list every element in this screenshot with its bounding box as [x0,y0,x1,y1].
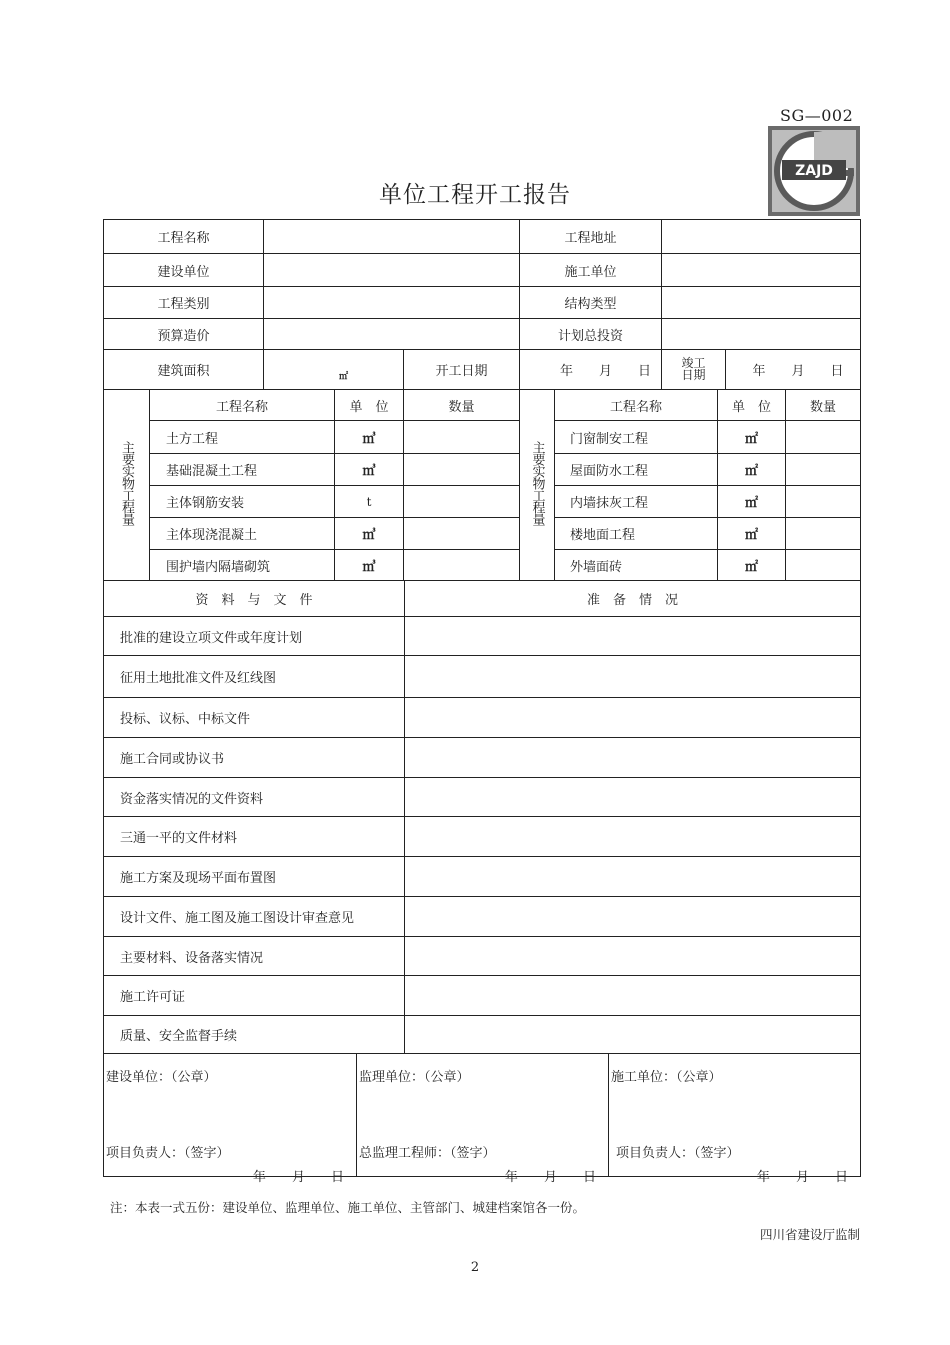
supervisor-signature-cell[interactable] [357,1054,609,1185]
document-item: 施工方案及现场平面布置图 [104,857,405,897]
left-item-unit: t [335,486,404,518]
budget-label: 预算造价 [104,319,264,350]
left-item-qty-field[interactable] [404,454,520,486]
document-item: 资金落实情况的文件资料 [104,778,405,817]
structure-type-label: 结构类型 [520,287,662,319]
left-item-qty-field[interactable] [404,518,520,550]
contractor-label: 施工单位 [520,254,662,287]
document-item: 施工合同或协议书 [104,738,405,778]
project-type-label: 工程类别 [104,287,264,319]
right-item-qty-field[interactable] [786,518,861,550]
document-status-field[interactable] [405,1016,861,1054]
footer-note: 注：本表一式五份：建设单位、监理单位、施工单位、主管部门、城建档案馆各一份。 [110,1200,586,1215]
form-title: 单位工程开工报告 [379,182,571,208]
right-item-unit: ㎡ [718,550,786,581]
left-item-unit: ㎥ [335,421,404,454]
right-item-name: 门窗制安工程 [555,421,718,454]
col-unit-left: 单 位 [335,390,404,421]
status-column-header: 准 备 情 况 [405,581,861,617]
right-item-name: 屋面防水工程 [555,454,718,486]
builder-field[interactable] [264,254,520,287]
document-item: 三通一平的文件材料 [104,817,405,857]
col-qty-left: 数量 [404,390,520,421]
left-item-unit: ㎥ [335,518,404,550]
document-status-field[interactable] [405,698,861,738]
builder-signature-cell[interactable] [104,1054,357,1185]
document-status-field[interactable] [405,738,861,778]
document-status-field[interactable] [405,656,861,698]
right-item-name: 外墙面砖 [555,550,718,581]
quantities-table [103,389,861,581]
total-investment-label: 计划总投资 [520,319,662,350]
start-day: 日 [638,364,652,379]
area-field[interactable] [264,350,404,390]
quantities-side-label-right: 主要实物工程量 [520,390,555,581]
col-qty-right: 数量 [786,390,861,421]
contractor-sign-date: 年 月 日 [756,1170,848,1185]
builder-label: 建设单位 [104,254,264,287]
end-date-field[interactable] [726,350,861,390]
contractor-seal-label: 施工单位：（公章） [611,1070,722,1085]
document-item: 施工许可证 [104,976,405,1016]
project-address-label: 工程地址 [520,220,662,254]
left-item-unit: ㎥ [335,454,404,486]
total-investment-field[interactable] [662,319,861,350]
supervisor-person-label: 总监理工程师：（签字） [359,1146,496,1161]
supervisor-sign-date: 年 月 日 [504,1170,596,1185]
project-name-label: 工程名称 [104,220,264,254]
start-date-label: 开工日期 [404,350,520,390]
contractor-field[interactable] [662,254,861,287]
col-name-left: 工程名称 [150,390,335,421]
builder-seal-label: 建设单位：（公章） [106,1070,217,1085]
start-year: 年 [559,364,573,379]
start-date-field[interactable] [520,350,662,390]
left-item-qty-field[interactable] [404,550,520,581]
left-item-name: 主体现浇混凝土 [150,518,335,550]
left-item-qty-field[interactable] [404,486,520,518]
signature-table [103,1053,861,1185]
supervisor-seal-label: 监理单位：（公章） [359,1070,470,1085]
docs-column-header: 资 料 与 文 件 [104,581,405,617]
document-item: 批准的建设立项文件或年度计划 [104,617,405,656]
left-item-name: 围护墙内隔墙砌筑 [150,550,335,581]
logo-text: ZAJD [795,163,833,179]
builder-sign-date: 年 月 日 [252,1170,344,1185]
document-status-field[interactable] [405,617,861,656]
document-status-field[interactable] [405,778,861,817]
right-item-qty-field[interactable] [786,486,861,518]
document-status-field[interactable] [405,817,861,857]
page-number: 2 [470,1260,480,1275]
left-item-name: 主体钢筋安装 [150,486,335,518]
left-item-name: 土方工程 [150,421,335,454]
structure-type-field[interactable] [662,287,861,319]
quantities-side-label-left: 主要实物工程量 [104,390,150,581]
end-month: 月 [791,364,805,379]
project-name-field[interactable] [264,220,520,254]
issuer-label: 四川省建设厅监制 [760,1227,861,1242]
document-status-field[interactable] [405,976,861,1016]
document-status-field[interactable] [405,857,861,897]
right-item-unit: ㎡ [718,518,786,550]
end-year: 年 [752,364,766,379]
right-item-unit: ㎡ [718,454,786,486]
document-status-field[interactable] [405,937,861,976]
col-unit-right: 单 位 [718,390,786,421]
end-date-label: 竣工 日期 [662,350,726,390]
document-item: 征用土地批准文件及红线图 [104,656,405,698]
col-name-right: 工程名称 [555,390,718,421]
left-item-name: 基础混凝土工程 [150,454,335,486]
document-item: 设计文件、施工图及施工图设计审查意见 [104,897,405,937]
project-info-table [103,219,861,390]
project-type-field[interactable] [264,287,520,319]
document-item: 投标、议标、中标文件 [104,698,405,738]
area-label: 建筑面积 [104,350,264,390]
document-item: 主要材料、设备落实情况 [104,937,405,976]
right-item-name: 楼地面工程 [555,518,718,550]
document-item: 质量、安全监督手续 [104,1016,405,1054]
document-status-field[interactable] [405,897,861,937]
right-item-qty-field[interactable] [786,550,861,581]
right-item-unit: ㎡ [718,421,786,454]
area-unit: ㎡ [338,372,348,382]
form-code: SG—002 [780,106,854,125]
right-item-unit: ㎡ [718,486,786,518]
documents-table [103,580,861,1054]
contractor-signature-cell[interactable] [609,1054,861,1185]
right-item-name: 内墙抹灰工程 [555,486,718,518]
builder-person-label: 项目负责人：（签字） [106,1146,230,1161]
end-day: 日 [830,364,844,379]
project-address-field[interactable] [662,220,861,254]
left-item-unit: ㎥ [335,550,404,581]
left-item-qty-field[interactable] [404,421,520,454]
budget-field[interactable] [264,319,520,350]
right-item-qty-field[interactable] [786,421,861,454]
start-month: 月 [598,364,612,379]
contractor-person-label: 项目负责人：（签字） [616,1146,740,1161]
right-item-qty-field[interactable] [786,454,861,486]
